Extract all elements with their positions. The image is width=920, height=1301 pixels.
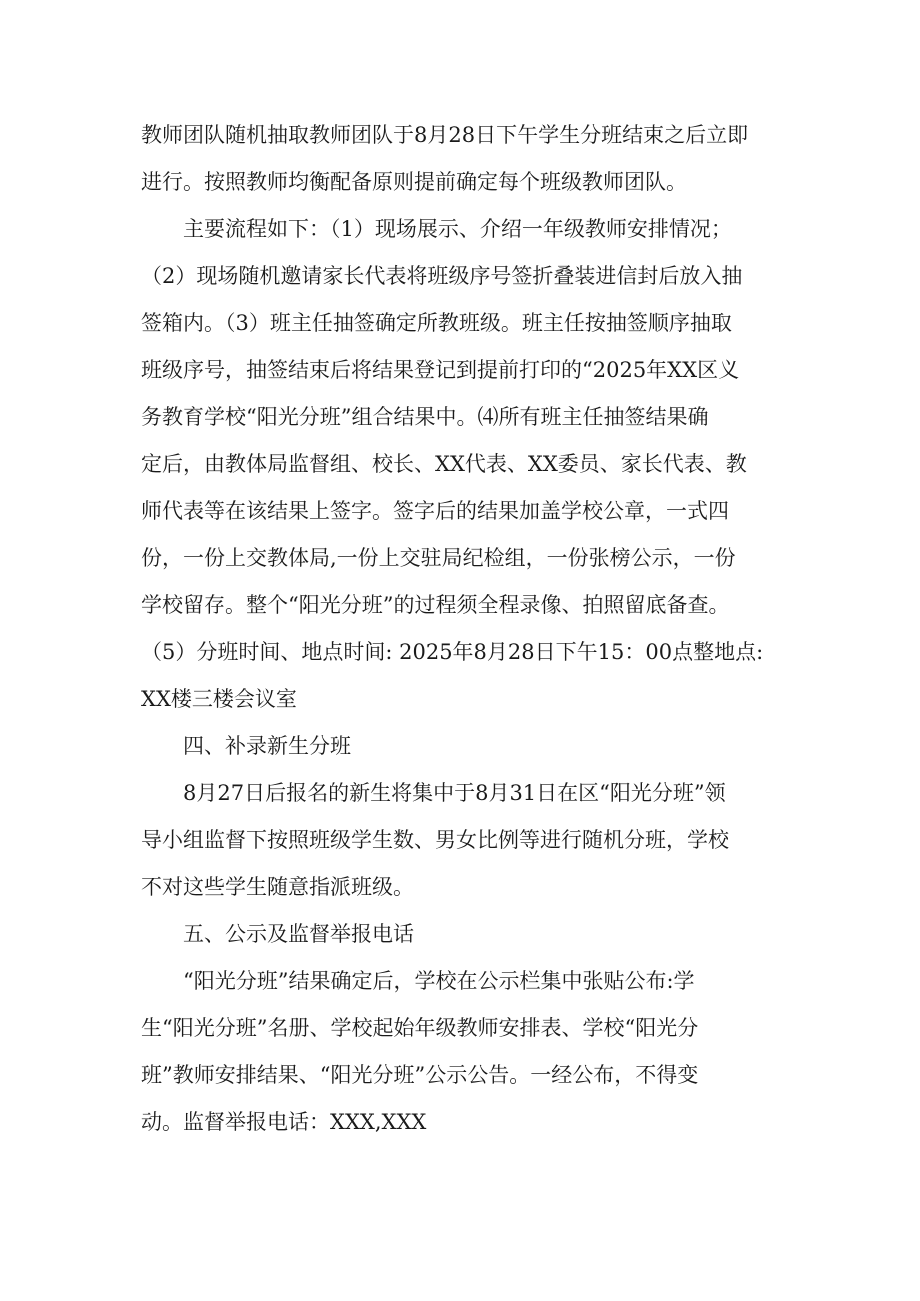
text-line: 导小组监督下按照班级学生数、男女比例等进行随机分班，学校 — [141, 828, 729, 852]
text-line: 8月27日后报名的新生将集中于8月31日在区“阳光分班”领 — [183, 781, 726, 805]
text-line: 生“阳光分班”名册、学校起始年级教师安排表、学校“阳光分 — [141, 1016, 699, 1040]
text-line: 定后，由教体局监督组、校长、XX代表、XX委员、家长代表、教 — [141, 452, 747, 476]
text-line: 动。监督举报电话：XXX,XXX — [141, 1110, 427, 1134]
paragraph-process — [141, 206, 801, 723]
text-line: “阳光分班”结果确定后，学校在公示栏集中张贴公布:学 — [183, 969, 695, 993]
section-four — [141, 723, 801, 911]
text-line: 务教育学校“阳光分班”组合结果中。⑷所有班主任抽签结果确 — [141, 405, 709, 429]
section-heading: 五、公示及监督举报电话 — [183, 922, 414, 946]
text-line: 进行。按照教师均衡配备原则提前确定每个班级教师团队。 — [141, 170, 687, 194]
text-line: XX楼三楼会议室 — [141, 687, 297, 711]
text-line: 师代表等在该结果上签字。签字后的结果加盖学校公章，一式四 — [141, 499, 729, 523]
section-heading: 四、补录新生分班 — [183, 734, 351, 758]
text-line: 签箱内。（3）班主任抽签确定所教班级。班主任按抽签顺序抽取 — [141, 311, 732, 335]
text-line: （2）现场随机邀请家长代表将班级序号签折叠装进信封后放入抽 — [141, 264, 743, 288]
text-line: 不对这些学生随意指派班级。 — [141, 875, 414, 899]
text-line: 班”教师安排结果、“阳光分班”公示公告。一经公布，不得变 — [141, 1063, 699, 1087]
text-line: 份，一份上交教体局,一份上交驻局纪检组，一份张榜公示，一份 — [141, 546, 736, 570]
section-five — [141, 911, 801, 1146]
paragraph-section-three-continued — [141, 112, 801, 206]
text-line: （5）分班时间、地点时间: 2025年8月28日下午15：00点整地点: — [141, 640, 764, 664]
document-body — [141, 112, 801, 1146]
text-line: 班级序号，抽签结束后将结果登记到提前打印的“2025年XX区义 — [141, 358, 740, 382]
text-line: 学校留存。整个“阳光分班”的过程须全程录像、拍照留底备查。 — [141, 593, 730, 617]
text-line: 教师团队随机抽取教师团队于8月28日下午学生分班结束之后立即 — [141, 123, 749, 147]
text-line: 主要流程如下：（1）现场展示、介绍一年级教师安排情况； — [183, 217, 732, 241]
